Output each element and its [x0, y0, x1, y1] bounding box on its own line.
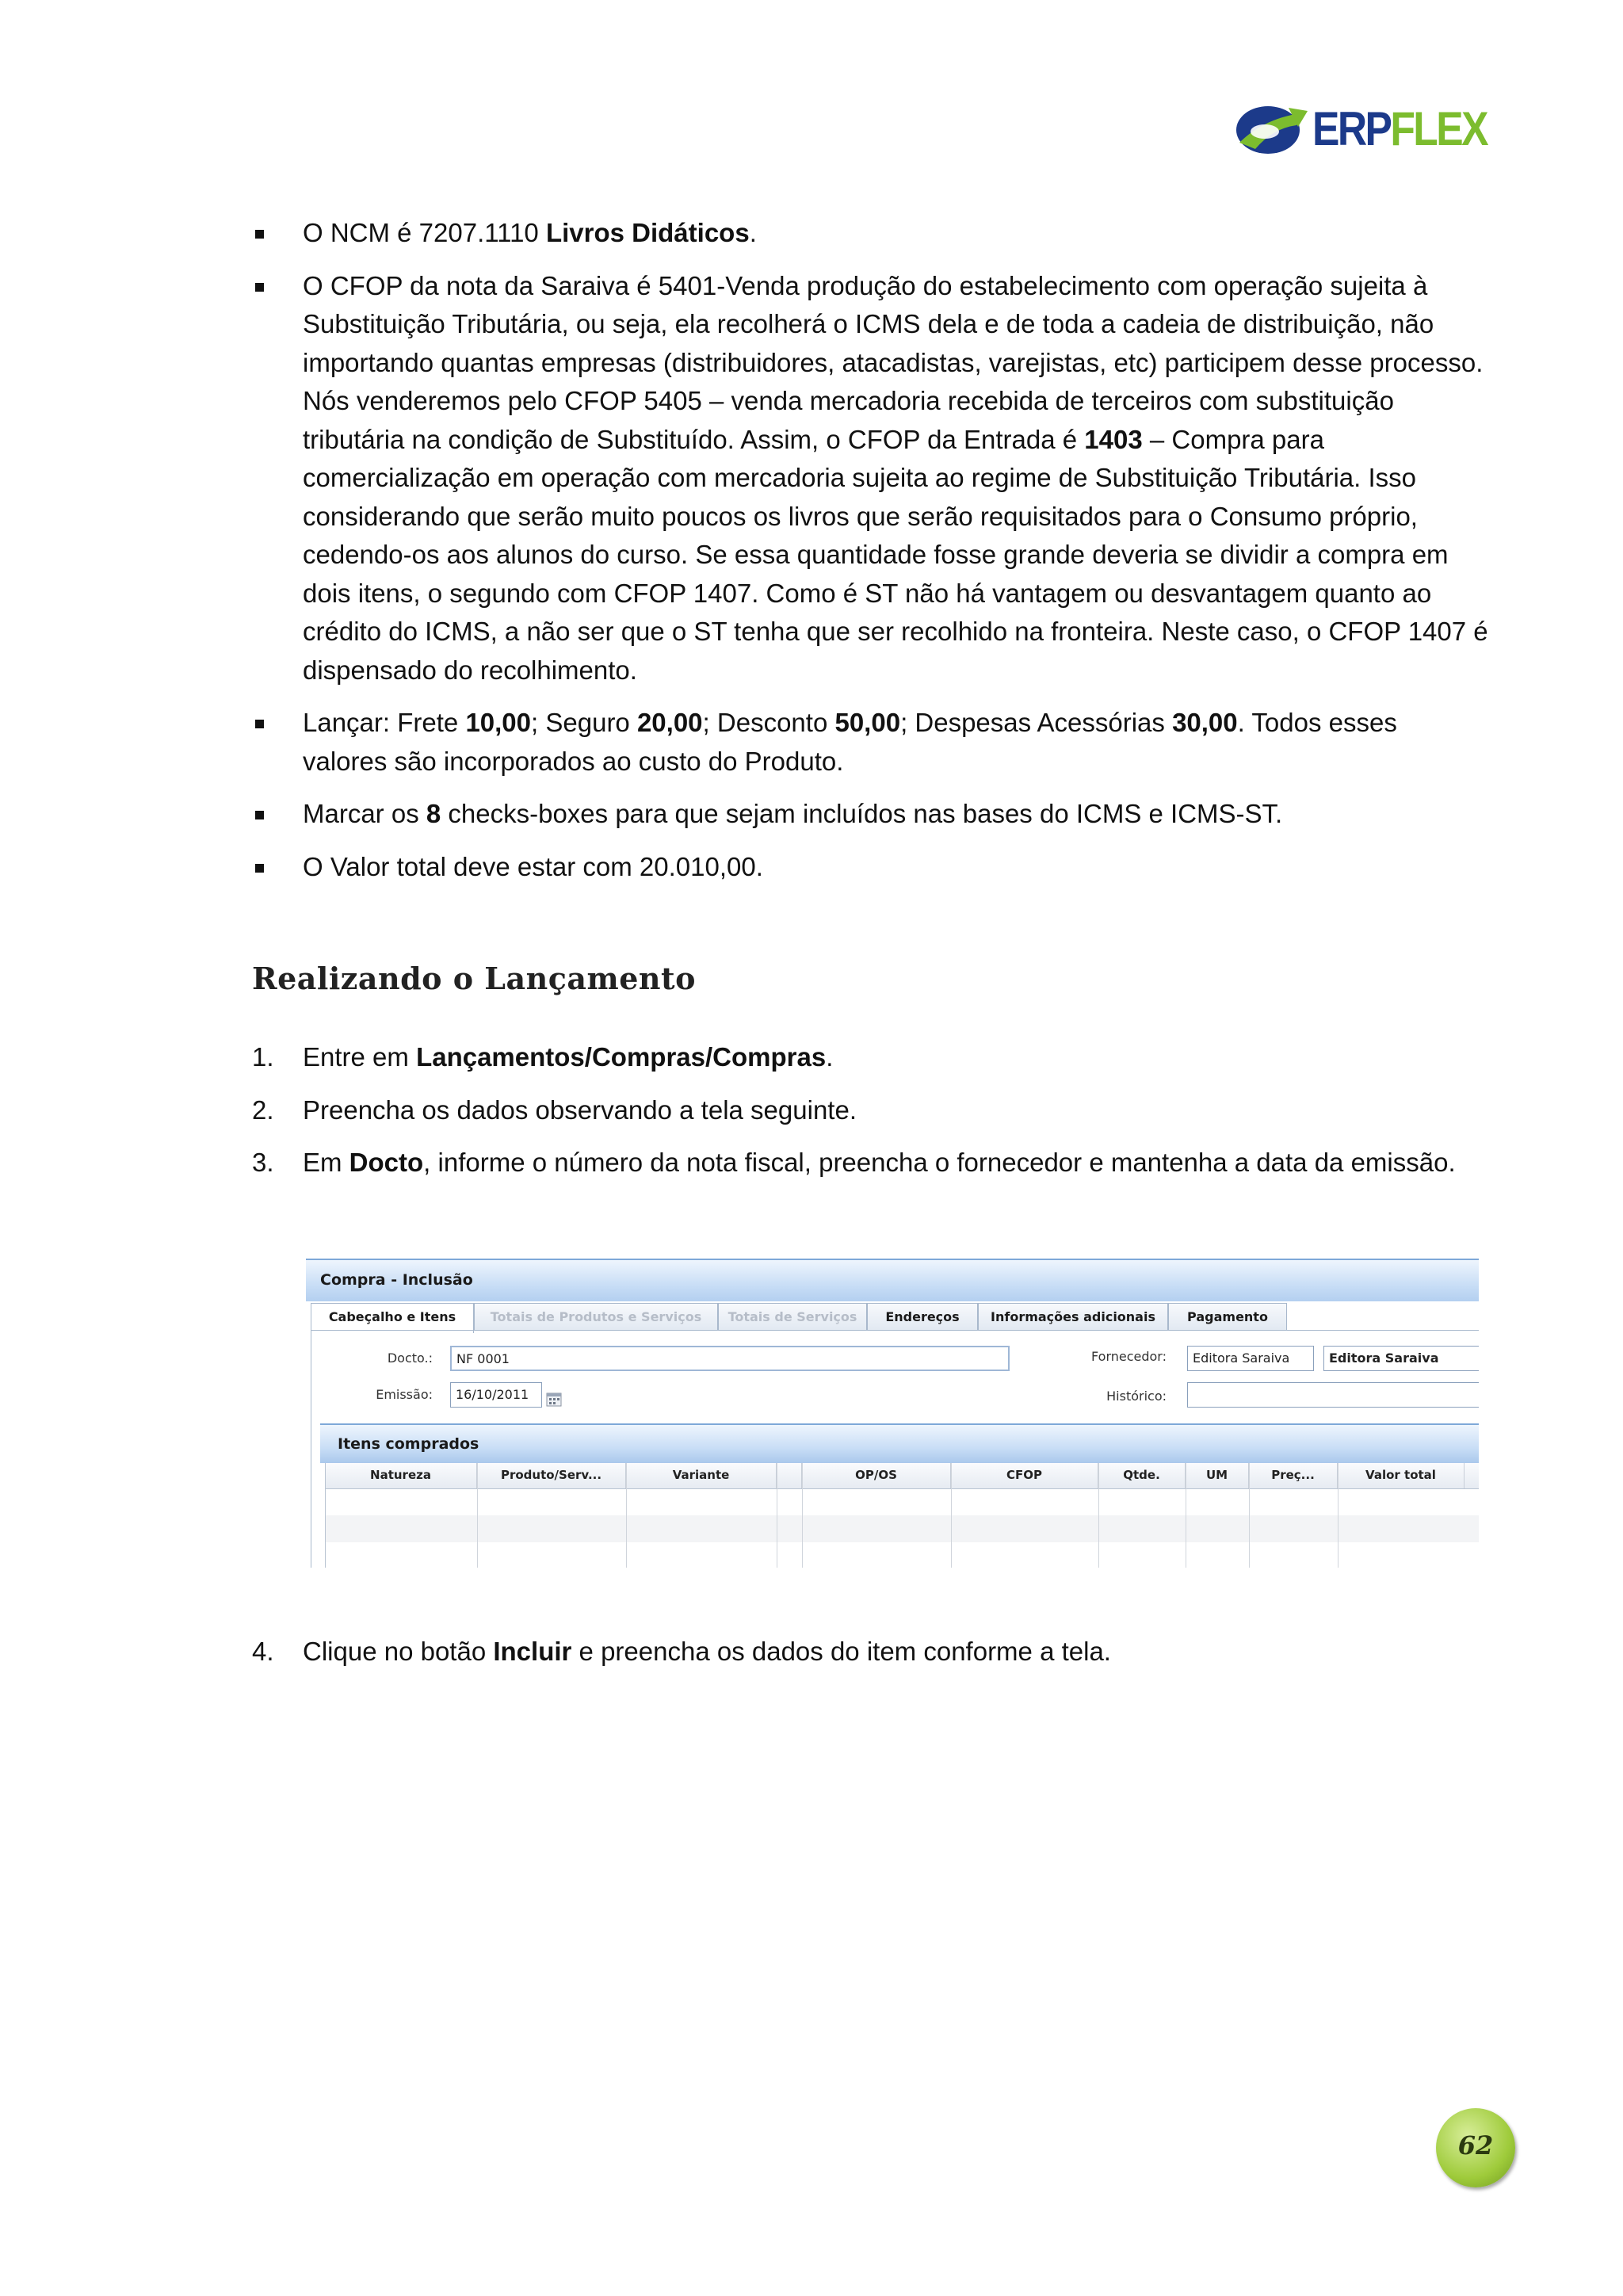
text-run: Em [303, 1148, 349, 1177]
bold-text: 10,00 [465, 708, 532, 737]
grid-rows [325, 1488, 1479, 1568]
text-run: ; Despesas Acessórias [900, 708, 1173, 737]
step-list [252, 1038, 1488, 1197]
emissao-input[interactable]: 16/10/2011 [450, 1382, 542, 1408]
text-run: , informe o número da nota fiscal, preencha o fornecedor e mantenha a data da emissão. [423, 1148, 1456, 1177]
tab-informacoes-adicionais[interactable]: Informações adicionais [978, 1303, 1168, 1330]
erpflex-wordmark: ERPFLEX [1312, 102, 1487, 155]
page-number-badge [1436, 2108, 1515, 2187]
col-produto-servico[interactable]: Produto/Serv... [477, 1463, 626, 1488]
table-row[interactable] [325, 1488, 1479, 1515]
section-heading: Realizando o Lançamento [252, 961, 696, 996]
tab-totais-servicos[interactable]: Totais de Serviços [718, 1303, 867, 1330]
step-list-continued [252, 1633, 1488, 1686]
text-run: . [826, 1042, 834, 1072]
step-item [252, 1038, 1488, 1077]
erpflex-swoosh-icon [1233, 101, 1309, 157]
square-bullet-icon [255, 720, 264, 728]
grid-column-line [951, 1463, 952, 1568]
bullet-item [252, 795, 1488, 834]
col-preco[interactable]: Preç... [1249, 1463, 1338, 1488]
text-run: O CFOP da nota da Saraiva é 5401-Venda produção do estabelecimento com operação sujeita à Substituição Tributária, ou seja, ela recolherá o ICMS dela e de toda a cadeia de distribuição, não importando quantas empresas (distribuidores, atacadistas, varejistas, etc) participem desse processo. Nós venderemos pelo CFOP 5405 – venda mercadoria recebida de terceiros com substituição tributária na condição de Substituído. Assim, o CFOP da Entrada é [303, 270, 1484, 454]
text-run: Preencha os dados observando a tela seguinte. [303, 1095, 857, 1125]
fornecedor-name-field[interactable]: Editora Saraiva [1323, 1346, 1479, 1371]
table-row[interactable] [325, 1515, 1479, 1542]
grid-column-line [1098, 1463, 1099, 1568]
bold-text: Livros Didáticos [545, 218, 750, 247]
bullet-text [303, 848, 1488, 887]
square-bullet-icon [255, 230, 264, 239]
col-op-os[interactable]: OP/OS [802, 1463, 951, 1488]
bullet-text [303, 267, 1488, 690]
col-natureza[interactable]: Natureza [325, 1463, 477, 1488]
step-item [252, 1091, 1488, 1130]
bold-text: Incluir [493, 1637, 572, 1666]
col-valor-total[interactable]: Valor total [1338, 1463, 1465, 1488]
text-run: checks-boxes para que sejam incluídos nas bases do ICMS e ICMS-ST. [441, 799, 1283, 828]
docto-input[interactable]: NF 0001 [450, 1346, 1010, 1371]
tab-cabecalho-itens[interactable]: Cabeçalho e Itens [311, 1303, 474, 1333]
col-variante[interactable]: Variante [626, 1463, 777, 1488]
fornecedor-code-input[interactable]: Editora Saraiva [1187, 1346, 1314, 1371]
step-item [252, 1144, 1488, 1182]
step-text [303, 1091, 1488, 1130]
bold-text: 20,00 [636, 708, 703, 737]
window-title: Compra - Inclusão [320, 1271, 473, 1289]
grid-column-line [626, 1463, 627, 1568]
bullet-item [252, 704, 1488, 781]
tab-divider [311, 1330, 1479, 1331]
step-number: 4. [252, 1637, 274, 1666]
tab-totais-produtos-servicos[interactable]: Totais de Produtos e Serviços [474, 1303, 718, 1330]
page-number: 62 [1457, 2130, 1494, 2160]
grid-column-line [477, 1463, 478, 1568]
fornecedor-label: Fornecedor: [1091, 1349, 1167, 1364]
step-text [303, 1633, 1488, 1671]
grid-column-line [1249, 1463, 1250, 1568]
square-bullet-icon [255, 283, 264, 292]
bold-text: 30,00 [1172, 708, 1238, 737]
square-bullet-icon [255, 864, 264, 873]
step-number: 2. [252, 1095, 274, 1125]
bold-text: 8 [426, 799, 441, 828]
text-run: O NCM é 7207.1110 [303, 218, 546, 247]
compra-inclusao-screenshot [306, 1259, 1479, 1568]
step-number: 3. [252, 1148, 274, 1177]
col-blank[interactable] [777, 1463, 802, 1488]
step-item [252, 1633, 1488, 1671]
square-bullet-icon [255, 811, 264, 819]
bullet-item [252, 267, 1488, 690]
historico-input[interactable] [1187, 1382, 1479, 1408]
erpflex-logo [1233, 101, 1487, 157]
emissao-label: Emissão: [376, 1387, 433, 1402]
bullet-text [303, 795, 1488, 834]
text-run: Lançar: Frete [303, 708, 466, 737]
text-run: . Todos esses valores são incorporados ao custo do Produto. [303, 708, 1397, 776]
text-run: . [749, 218, 757, 247]
col-um[interactable]: UM [1186, 1463, 1249, 1488]
text-run: Marcar os [303, 799, 426, 828]
bold-text: Docto [349, 1148, 424, 1177]
window-titlebar [306, 1259, 1479, 1301]
bold-text: Lançamentos/Compras/Compras [416, 1042, 827, 1072]
text-run: Entre em [303, 1042, 417, 1072]
grid-column-headers [325, 1463, 1479, 1489]
grid-left-border [325, 1463, 326, 1568]
bullet-text [303, 704, 1488, 781]
docto-label: Docto.: [387, 1350, 433, 1366]
bullet-text [303, 214, 1488, 253]
historico-label: Histórico: [1106, 1389, 1167, 1404]
text-run: O Valor total deve estar com 20.010,00. [303, 851, 763, 881]
grid-column-line [802, 1463, 803, 1568]
itens-comprados-header [320, 1423, 1479, 1463]
text-run: ; Seguro [531, 708, 637, 737]
bullet-list [252, 214, 1488, 900]
step-number: 1. [252, 1042, 274, 1072]
bold-text: 1403 [1084, 424, 1143, 454]
itens-comprados-title: Itens comprados [338, 1435, 479, 1453]
text-run: – Compra para comercialização em operação com mercadoria sujeita ao regime de Substituição Tributária. Isso considerando que serão muito poucos os livros que serão requisitados para o Consumo próprio, cedendo-os aos alunos do curso. Se essa quantidade fosse grande deveria se dividir a compra em dois itens, o segundo com CFOP 1407. Como é ST não há vantagem ou desvantagem quanto ao crédito do ICMS, a não ser que o ST tenha que ser recolhido na fronteira. Neste caso, o CFOP 1407 é dispensado do recolhimento. [303, 424, 1488, 685]
tab-pagamento[interactable]: Pagamento [1168, 1303, 1287, 1330]
table-row[interactable] [325, 1542, 1479, 1568]
step-text [303, 1144, 1488, 1182]
col-cfop[interactable]: CFOP [951, 1463, 1098, 1488]
step-text [303, 1038, 1488, 1077]
text-run: e preencha os dados do item conforme a tela. [571, 1637, 1111, 1666]
bullet-item [252, 214, 1488, 253]
col-qtde[interactable]: Qtde. [1098, 1463, 1186, 1488]
text-run: ; Desconto [702, 708, 835, 737]
text-run: Clique no botão [303, 1637, 494, 1666]
bold-text: 50,00 [834, 708, 901, 737]
bullet-item [252, 848, 1488, 887]
tab-enderecos[interactable]: Endereços [867, 1303, 978, 1330]
calendar-icon[interactable] [545, 1390, 563, 1408]
